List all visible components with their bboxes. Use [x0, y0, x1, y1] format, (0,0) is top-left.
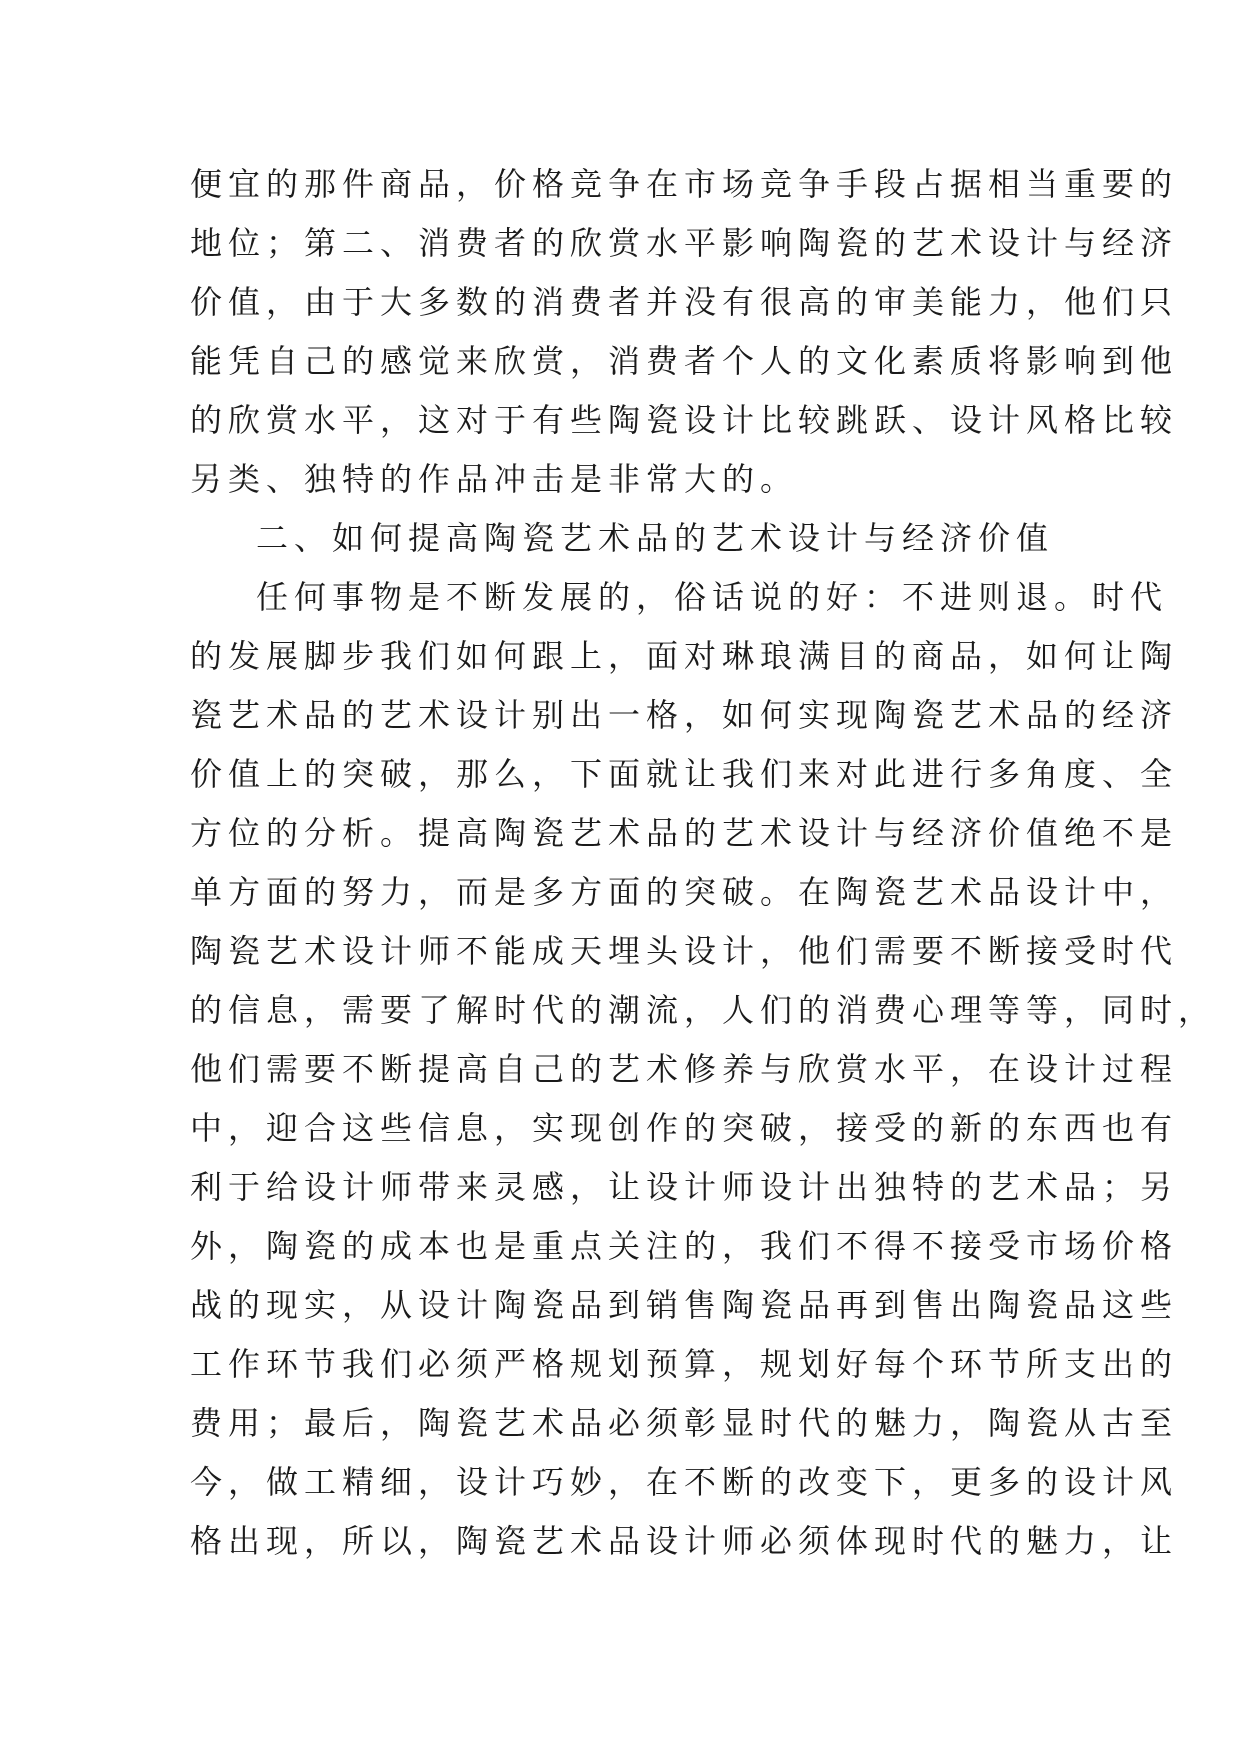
text-line: 外，陶瓷的成本也是重点关注的，我们不得不接受市场价格 [190, 1227, 1179, 1265]
text-line: 的欣赏水平，这对于有些陶瓷设计比较跳跃、设计风格比较 [190, 401, 1179, 439]
text-line: 地位；第二、消费者的欣赏水平影响陶瓷的艺术设计与经济 [190, 224, 1179, 262]
text-line: 瓷艺术品的艺术设计别出一格，如何实现陶瓷艺术品的经济 [190, 696, 1179, 734]
paragraph-first-line: 任何事物是不断发展的，俗话说的好：不进则退。时代 [256, 578, 1169, 616]
text-line: 方位的分析。提高陶瓷艺术品的艺术设计与经济价值绝不是 [190, 814, 1179, 852]
body-text [190, 155, 1217, 1571]
text-line: 便宜的那件商品，价格竞争在市场竞争手段占据相当重要的 [190, 165, 1179, 203]
text-line: 另类、独特的作品冲击是非常大的。 [190, 460, 799, 498]
text-line: 的信息，需要了解时代的潮流，人们的消费心理等等，同时， [190, 991, 1217, 1029]
text-line: 中，迎合这些信息，实现创作的突破，接受的新的东西也有 [190, 1109, 1179, 1147]
text-line: 能凭自己的感觉来欣赏，消费者个人的文化素质将影响到他 [190, 342, 1179, 380]
section-heading: 二、如何提高陶瓷艺术品的艺术设计与经济价值 [256, 519, 1055, 557]
text-line: 的发展脚步我们如何跟上，面对琳琅满目的商品，如何让陶 [190, 637, 1179, 675]
text-line: 单方面的努力，而是多方面的突破。在陶瓷艺术品设计中， [190, 873, 1179, 911]
text-line: 战的现实，从设计陶瓷品到销售陶瓷品再到售出陶瓷品这些 [190, 1286, 1179, 1324]
text-line: 今，做工精细，设计巧妙，在不断的改变下，更多的设计风 [190, 1463, 1179, 1501]
text-line: 价值上的突破，那么，下面就让我们来对此进行多角度、全 [190, 755, 1179, 793]
text-line: 费用；最后，陶瓷艺术品必须彰显时代的魅力，陶瓷从古至 [190, 1404, 1179, 1442]
text-line: 工作环节我们必须严格规划预算，规划好每个环节所支出的 [190, 1345, 1179, 1383]
text-line: 陶瓷艺术设计师不能成天埋头设计，他们需要不断接受时代 [190, 932, 1179, 970]
text-line: 他们需要不断提高自己的艺术修养与欣赏水平，在设计过程 [190, 1050, 1179, 1088]
text-line: 价值，由于大多数的消费者并没有很高的审美能力，他们只 [190, 283, 1179, 321]
text-line: 利于给设计师带来灵感，让设计师设计出独特的艺术品；另 [190, 1168, 1179, 1206]
text-line: 格出现，所以，陶瓷艺术品设计师必须体现时代的魅力，让 [190, 1522, 1179, 1560]
